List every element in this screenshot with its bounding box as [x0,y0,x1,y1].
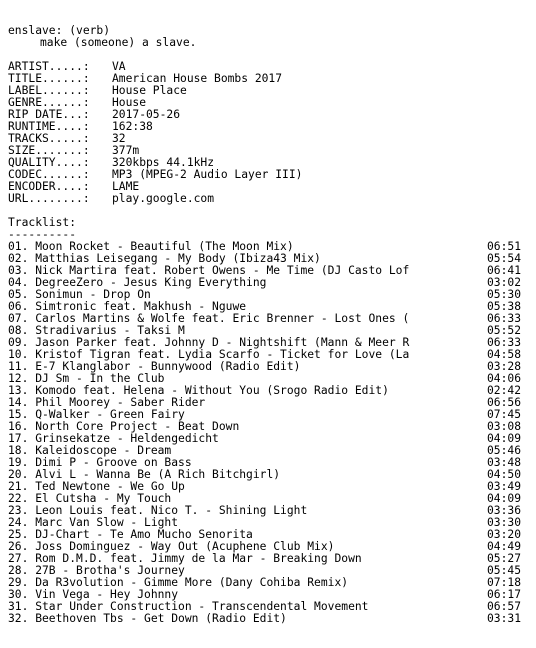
track-title: 18. Kaleidoscope - Dream [8,445,172,457]
info-label: GENRE......: [8,97,90,109]
track-title: 26. Joss Dominguez - Way Out (Acuphene Club Mix) [8,541,335,553]
track-row [8,373,532,385]
track-duration: 04:49 [487,540,522,553]
info-label: RUNTIME....: [8,121,90,133]
info-label: TITLE......: [8,73,90,85]
track-row [8,409,532,421]
info-value: LAME [112,181,140,193]
track-duration: 03:20 [487,528,522,541]
definition-term: enslave: (verb) [8,25,111,37]
info-row [8,73,532,85]
release-info [8,61,532,205]
track-title: 21. Ted Newtone - We Go Up [8,481,185,493]
track-title: 25. DJ-Chart - Te Amo Mucho Senorita [8,529,253,541]
nfo-document [8,25,532,625]
track-row [8,469,532,481]
track-row [8,301,532,313]
track-title: 12. DJ Sm - In the Club [8,373,165,385]
info-label: ARTIST.....: [8,61,90,73]
track-duration: 04:06 [487,372,522,385]
track-title: 04. DegreeZero - Jesus King Everything [8,277,267,289]
track-duration: 03:48 [487,456,522,469]
track-title: 16. North Core Project - Beat Down [8,421,240,433]
track-title: 22. El Cutsha - My Touch [8,493,172,505]
info-label: RIP DATE...: [8,109,90,121]
track-title: 30. Vin Vega - Hey Johnny [8,589,179,601]
track-title: 19. Dimi P - Groove on Bass [8,457,192,469]
track-row [8,241,532,253]
track-title: 29. Da R3volution - Gimme More (Dany Cohiba Remix) [8,577,349,589]
track-row [8,517,532,529]
track-row [8,457,532,469]
track-row [8,337,532,349]
track-duration: 07:18 [487,576,522,589]
tracklist-heading: Tracklist: [8,217,77,229]
track-duration: 04:58 [487,348,522,361]
track-row [8,529,532,541]
tracklist-underline: ---------- [8,229,77,241]
track-title: 05. Sonimun - Drop On [8,289,151,301]
track-row [8,577,532,589]
track-title: 13. Komodo feat. Helena - Without You (Srogo Radio Edit) [8,385,389,397]
track-duration: 03:49 [487,480,522,493]
track-row [8,481,532,493]
track-duration: 05:27 [487,552,522,565]
info-row [8,145,532,157]
info-row [8,109,532,121]
track-title: 28. 27B - Brotha's Journey [8,565,185,577]
track-row [8,433,532,445]
track-title: 32. Beethoven Tbs - Get Down (Radio Edit) [8,613,287,625]
info-row [8,121,532,133]
info-value: VA [112,61,126,73]
info-label: CODEC......: [8,169,90,181]
tracklist [8,241,532,625]
track-title: 01. Moon Rocket - Beautiful (The Moon Mix) [8,241,294,253]
info-value: 162:38 [112,121,153,133]
info-value: 32 [112,133,126,145]
track-row [8,277,532,289]
track-row [8,601,532,613]
spacer [8,49,532,61]
track-row [8,325,532,337]
track-duration: 04:09 [487,492,522,505]
track-duration: 02:42 [487,384,522,397]
info-value: play.google.com [112,193,215,205]
info-label: ENCODER....: [8,181,90,193]
track-row [8,553,532,565]
track-title: 09. Jason Parker feat. Johnny D - Nightshift (Mann & Meer R [8,337,410,349]
track-duration: 03:28 [487,360,522,373]
info-value: House [112,97,147,109]
track-title: 03. Nick Martira feat. Robert Owens - Me Time (DJ Casto Lof [8,265,410,277]
track-row [8,397,532,409]
track-duration: 05:54 [487,252,522,265]
info-row [8,157,532,169]
info-value: American House Bombs 2017 [112,73,283,85]
track-duration: 06:51 [487,240,522,253]
track-title: 17. Grinsekatze - Heldengedicht [8,433,219,445]
track-duration: 03:30 [487,516,522,529]
info-value: 2017-05-26 [112,109,181,121]
track-row [8,361,532,373]
track-title: 11. E-7 Klanglabor - Bunnywood (Radio Edit) [8,361,301,373]
track-duration: 03:08 [487,420,522,433]
info-label: QUALITY....: [8,157,90,169]
track-duration: 05:45 [487,564,522,577]
track-duration: 06:33 [487,312,522,325]
track-duration: 06:33 [487,336,522,349]
track-title: 08. Stradivarius - Taksi M [8,325,185,337]
info-row [8,193,532,205]
track-title: 27. Rom D.M.D. feat. Jimmy de la Mar - Breaking Down [8,553,362,565]
track-row [8,445,532,457]
track-title: 07. Carlos Martins & Wolfe feat. Eric Brenner - Lost Ones ( [8,313,410,325]
track-duration: 05:52 [487,324,522,337]
track-row [8,421,532,433]
track-row [8,349,532,361]
track-duration: 05:38 [487,300,522,313]
track-duration: 03:36 [487,504,522,517]
track-duration: 04:09 [487,432,522,445]
track-row [8,589,532,601]
track-row [8,253,532,265]
spacer [8,205,532,217]
track-duration: 03:31 [487,612,522,625]
track-duration: 05:30 [487,288,522,301]
info-row [8,133,532,145]
track-title: 31. Star Under Construction - Transcendental Movement [8,601,369,613]
definition-meaning: make (someone) a slave. [40,37,197,49]
info-label: SIZE.......: [8,145,90,157]
info-row [8,85,532,97]
info-value: MP3 (MPEG-2 Audio Layer III) [112,169,303,181]
track-row [8,265,532,277]
info-label: TRACKS.....: [8,133,90,145]
track-duration: 06:57 [487,600,522,613]
track-row [8,493,532,505]
track-row [8,289,532,301]
info-row [8,169,532,181]
info-row [8,97,532,109]
info-label: LABEL......: [8,85,90,97]
track-row [8,313,532,325]
track-title: 06. Simtronic feat. Makhush - Nguwe [8,301,247,313]
track-row [8,385,532,397]
track-row [8,505,532,517]
track-title: 10. Kristof Tigran feat. Lydia Scarfo - Ticket for Love (La [8,349,410,361]
track-title: 23. Leon Louis feat. Nico T. - Shining Light [8,505,308,517]
info-label: URL........: [8,193,90,205]
info-value: 377m [112,145,140,157]
track-duration: 07:45 [487,408,522,421]
track-duration: 05:46 [487,444,522,457]
track-title: 02. Matthias Leisegang - My Body (Ibiza43 Mix) [8,253,321,265]
track-row [8,565,532,577]
track-row [8,613,532,625]
track-duration: 06:56 [487,396,522,409]
info-value: House Place [112,85,187,97]
track-title: 24. Marc Van Slow - Light [8,517,179,529]
info-value: 320kbps 44.1kHz [112,157,215,169]
track-title: 14. Phil Moorey - Saber Rider [8,397,206,409]
track-duration: 06:41 [487,264,522,277]
track-title: 20. Alvi L - Wanna Be (A Rich Bitchgirl) [8,469,281,481]
track-row [8,541,532,553]
track-duration: 04:50 [487,468,522,481]
track-duration: 03:02 [487,276,522,289]
info-row [8,61,532,73]
track-duration: 06:17 [487,588,522,601]
track-title: 15. Q-Walker - Green Fairy [8,409,185,421]
info-row [8,181,532,193]
